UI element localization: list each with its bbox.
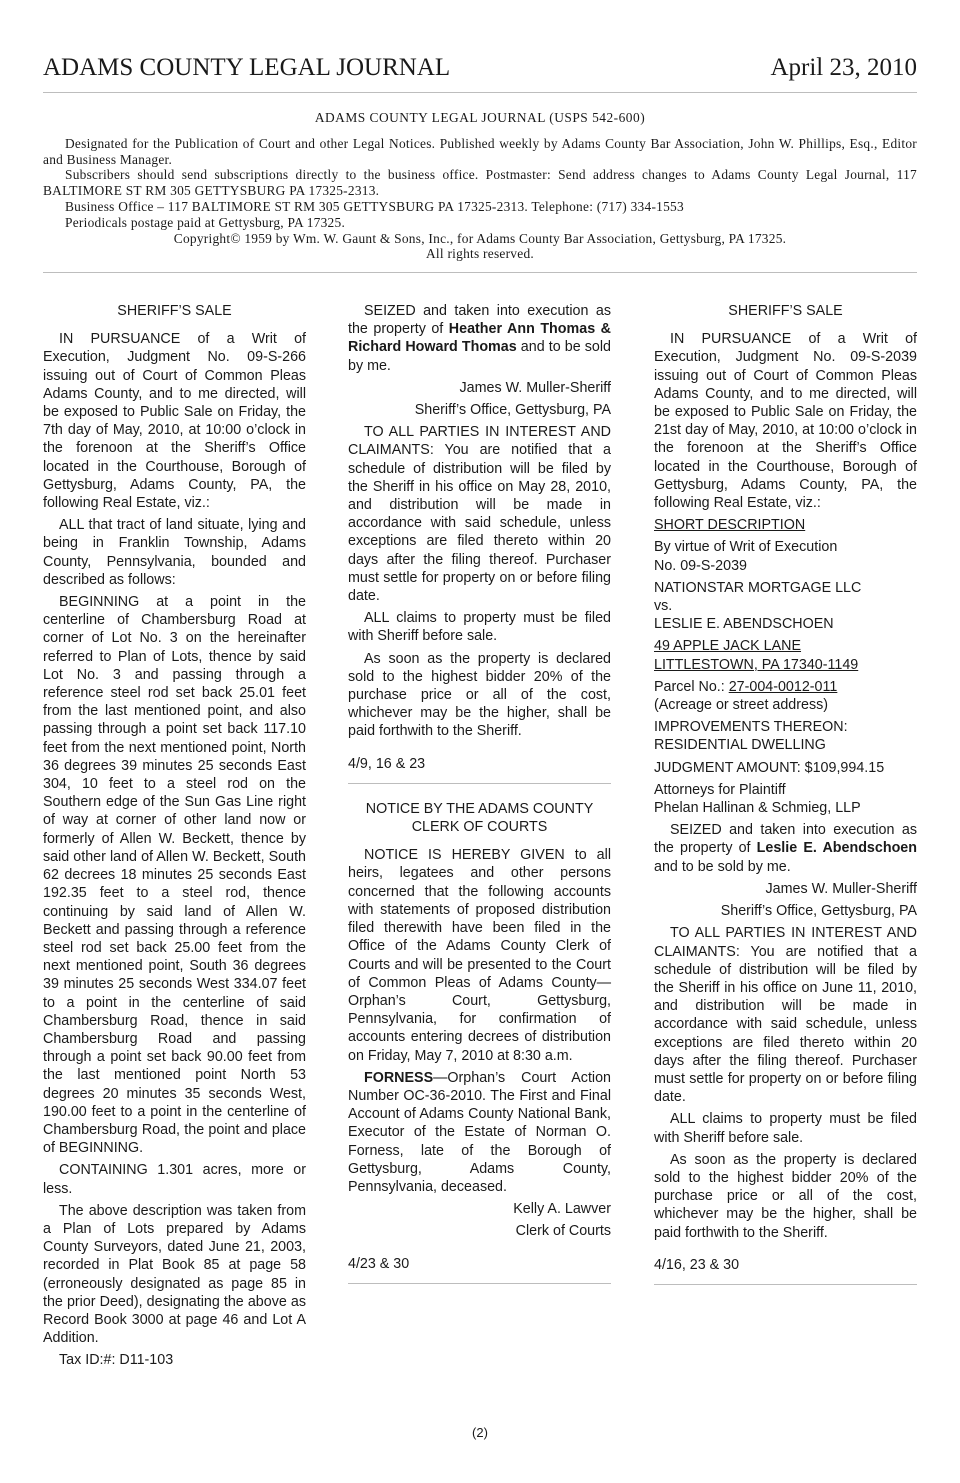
tax-id: Tax ID:#: D11-103	[59, 1352, 174, 1369]
masthead	[43, 110, 917, 262]
issue-date: April 23, 2010	[770, 54, 917, 81]
notice-heading: SHERIFF’S SALE	[117, 303, 232, 319]
notice-divider	[348, 783, 611, 784]
column-3	[654, 302, 917, 1301]
clerk-signature: Kelly A. Lawver	[513, 1201, 611, 1218]
claimants-paragraph: TO ALL PARTIES IN INTEREST AND CLAIMANTS: You are notified that a schedule of distribution will be filed by the Sheriff in his office on May 28, 2010, and distribution will be made in accordance with said schedule, unless exceptions are filed thereto within 20 days after the filing thereof. Purchaser must settle for property on or before filing date.	[348, 424, 611, 605]
sheriff-office: Sheriff’s Office, Gettysburg, PA	[414, 402, 611, 419]
page-number: (2)	[472, 1425, 488, 1440]
declared-paragraph: As soon as the property is declared sold to the highest bidder 20% of the purchase price or all of the cost, whichever may be the higher, shall be paid forthwith to the Sheriff.	[654, 1151, 917, 1241]
masthead-copyright: Copyright© 1959 by Wm. W. Gaunt & Sons, Inc., for Adams County Bar Association, Gettysburg, PA 17325.	[173, 230, 787, 246]
sheriff-signature: James W. Muller-Sheriff	[459, 379, 611, 396]
parcel-number: 27-004-0012-011	[728, 678, 838, 695]
short-description-label: SHORT DESCRIPTION	[654, 517, 806, 534]
paragraph: IN PURSUANCE of a Writ of Execution, Judgment No. 09-S-266 issuing out of Court of Common Pleas Adams County, and to me directed, will be exposed to Public Sale on Friday, the 7th day of May, 2010, at 10:00 o’clock in the forenoon at the Sheriff’s Office located in the Courthouse, Borough of Gettysburg, Adams County, PA, the following Real Estate, viz.:	[43, 331, 306, 512]
running-header	[43, 52, 917, 93]
claims-paragraph: ALL claims to property must be filed with Sheriff before sale.	[654, 1111, 917, 1146]
masthead-title: ADAMS COUNTY LEGAL JOURNAL (USPS 542-600)	[314, 110, 646, 125]
masthead-divider	[43, 272, 917, 273]
notice-heading: SHERIFF’S SALE	[728, 303, 843, 319]
paragraph: CONTAINING 1.301 acres, more or less.	[43, 1162, 306, 1197]
notice-divider	[654, 1284, 917, 1285]
property-owner: Heather Ann Thomas & Richard Howard Thomas	[348, 321, 611, 356]
paragraph: BEGINNING at a point in the centerline of Chambersburg Road at corner of Lot No. 3 on the hereinafter referred to Plan of Lots, thence by said Lot No. 3 and passing through a reference steel rod set back 25.01 feet from the last mentioned point, and also passing through a point set back 117.10 feet from the next mentioned point, North 36 degrees 39 minutes 25 seconds East 304, 10 feet to a steel rod on the Southern edge of the Sun Gas Line right of way at corner of other land now or formerly of Allen W. Beckett, thence by said other land of Allen W. Beckett, South 62 decrees 18 minutes 25 seconds East 192.35 feet to a steel rod, thence continuing by said land of Allen W. Beckett and passing through a reference steel rod set back 25.00 feet from the next mentioned point, South 36 degrees 39 minutes 25 seconds West 334.07 feet to a point in the centerline of said Chambersburg Road, thence in said Chambersburg Road and passing through a point set back 90.00 feet from the last mentioned point North 53 degrees 20 minutes 35 seconds West, 190.00 feet to a point in the centerline of Chambersburg Road, the point and place of BEGINNING.	[43, 594, 306, 1157]
paragraph: IN PURSUANCE of a Writ of Execution, Judgment No. 09-S-2039 issuing out of Court of Common Pleas Adams County, and to me directed, will be exposed to Public Sale on Friday, the 21st day of May, 2010, at 10:00 o’clock in the forenoon at the Sheriff’s Office located in the Courthouse, Borough of Gettysburg, Adams County, PA, the following Real Estate, viz.:	[654, 331, 917, 512]
sheriff-signature: James W. Muller-Sheriff	[765, 880, 917, 897]
attorneys: Attorneys for Plaintiff Phelan Hallinan & Schmieg, LLP	[654, 781, 861, 817]
paragraph: ALL that tract of land situate, lying and being in Franklin Township, Adams County, Pennsylvania, bounded and described as follows:	[43, 517, 306, 588]
writ-block: By virtue of Writ of Execution No. 09-S-2039	[654, 539, 838, 574]
property-address: 49 APPLE JACK LANE LITTLESTOWN, PA 17340-1149	[654, 638, 859, 673]
notice-heading: NOTICE BY THE ADAMS COUNTY CLERK OF COURTS	[365, 800, 594, 836]
paragraph: NOTICE IS HEREBY GIVEN to all heirs, legatees and other persons concerned that the following accounts with statements of proposed distribution filed therewith have been filed in the Office of the Adams County Clerk of Courts and will be presented to the Court of Common Pleas of Adams County—Orphan’s Court, Gettysburg, Pennsylvania, for confirmation of accounts entering decrees of distribution on Friday, May 7, 2010 at 8:30 a.m.	[348, 847, 611, 1064]
column-2	[348, 302, 611, 1300]
masthead-business-office: Business Office – 117 BALTIMORE ST RM 305 GETTYSBURG PA 17325-2313. Telephone: (717) 334-1553	[65, 198, 684, 214]
notice-divider	[348, 1283, 611, 1284]
publication-dates: 4/23 & 30	[348, 1255, 410, 1272]
masthead-postage: Periodicals postage paid at Gettysburg, PA 17325.	[65, 214, 346, 230]
paragraph: The above description was taken from a Plan of Lots prepared by Adams County Surveyors, dated June 21, 2003, recorded in Plat Book 85 at page 58 (erroneously designated as page 85 in the prior Deed), designating the above as Record Book 3000 at page 46 and Lot A Addition.	[43, 1202, 306, 1347]
property-owner: Leslie E. Abendschoen	[756, 840, 917, 857]
sheriff-office: Sheriff’s Office, Gettysburg, PA	[720, 903, 917, 920]
publication-dates: 4/16, 23 & 30	[654, 1256, 740, 1273]
claimants-paragraph: TO ALL PARTIES IN INTEREST AND CLAIMANTS: You are notified that a schedule of distribution will be filed by the Sheriff in his office on June 11, 2010, and distribution will be made in accordance with said schedule, unless exceptions are filed thereto within 20 days after the filing thereof. Purchaser must settle for property on or before filing date.	[654, 925, 917, 1106]
improvements: IMPROVEMENTS THEREON: RESIDENTIAL DWELLING	[654, 719, 848, 754]
seized-paragraph: SEIZED and taken into execution as the property of Leslie E. Abendschoen and to be sold by me.	[654, 822, 917, 875]
journal-name: ADAMS COUNTY LEGAL JOURNAL	[43, 54, 451, 81]
seized-paragraph: SEIZED and taken into execution as the property of Heather Ann Thomas & Richard Howard Thomas and to be sold by me.	[348, 303, 612, 374]
masthead-subscriptions: Subscribers should send subscriptions directly to the business office. Postmaster: Send address changes to Adams County Legal Journal, 117 BALTIMORE ST RM 305 GETTYSBURG PA 17325-2313.	[43, 167, 917, 199]
claims-paragraph: ALL claims to property must be filed with Sheriff before sale.	[348, 610, 611, 645]
publication-dates: 4/9, 16 & 23	[348, 755, 426, 772]
clerk-title: Clerk of Courts	[515, 1223, 611, 1240]
declared-paragraph: As soon as the property is declared sold to the highest bidder 20% of the purchase price or all of the cost, whichever may be the higher, shall be paid forthwith to the Sheriff.	[348, 650, 611, 740]
estate-name: FORNESS	[364, 1069, 434, 1086]
judgment-amount: JUDGMENT AMOUNT: $109,994.15	[654, 759, 885, 776]
parties-block: NATIONSTAR MORTGAGE LLC vs. LESLIE E. ABENDSCHOEN	[654, 579, 862, 633]
forness-paragraph: FORNESS—Orphan’s Court Action Number OC-36-2010. The First and Final Account of Adams County National Bank, Executor of the Estate of Norman O. Forness, late of the Borough of Gettysburg, Adams County, Pennsylvania, deceased.	[348, 1069, 611, 1195]
parcel-block: Parcel No.: 27-004-0012-011 (Acreage or street address)	[654, 678, 838, 714]
masthead-rights: All rights reserved.	[425, 246, 534, 262]
masthead-designation: Designated for the Publication of Court and other Legal Notices. Published weekly by Adams County Bar Association, John W. Phillips, Esq., Editor and Business Manager.	[43, 135, 917, 167]
column-1	[43, 302, 306, 1374]
